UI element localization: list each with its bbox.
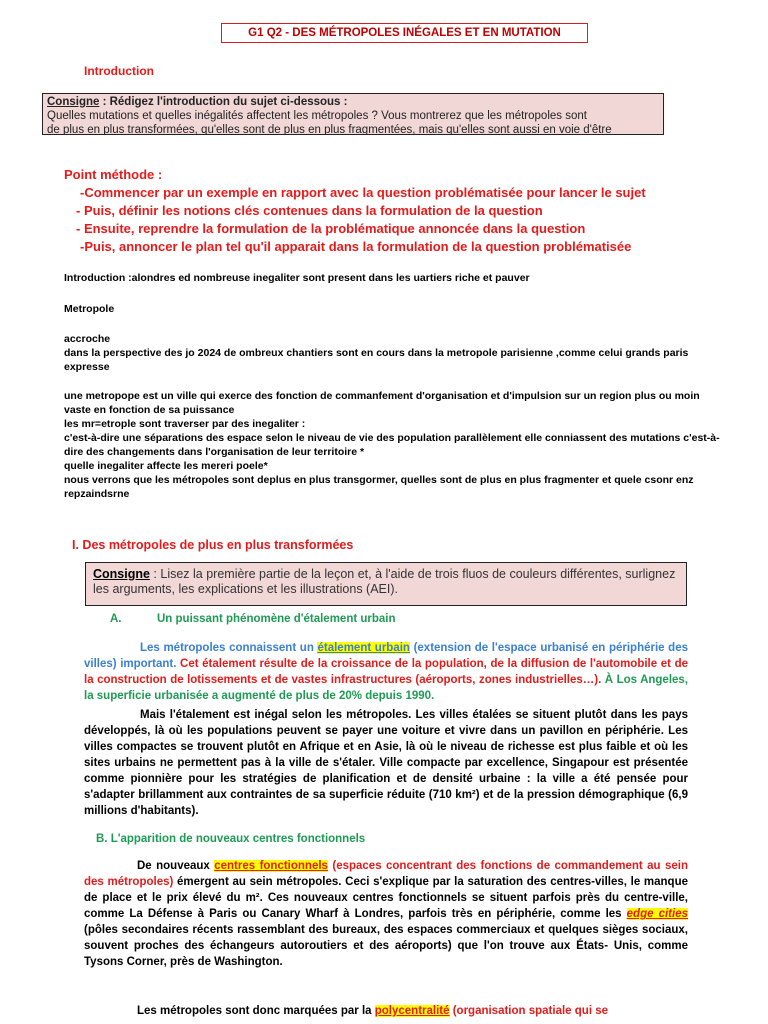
consigne-instruction: : Rédigez l'introduction du sujet ci-dessous : xyxy=(99,96,348,108)
consigne-instruction: : Lisez la première partie de la leçon et, à l'aide de trois fluos de couleurs différentes, surlignez les arguments, les explications et les illustrations (AEI). xyxy=(93,567,676,596)
method-item: - Ensuite, reprendre la formulation de la problématique annoncée dans la question xyxy=(76,221,586,236)
text-run: Cet étalement résulte de la croissance de la population, de la diffusion de l'automobile et de la construction de lotissements et de vastes infrastructures (aéroports, zones industrielles…). xyxy=(84,658,688,686)
notes-line: nous verrons que les métropoles sont deplus en plus transgormer, quelles sont de plus en plus fragmenter et quele csonr enz repzaindsrne xyxy=(64,474,694,500)
consigne-box-section-1 xyxy=(85,562,687,606)
notes-line: quelle inegaliter affecte les mereri poele* xyxy=(64,460,268,472)
notes-metropole: Metropole xyxy=(64,303,115,315)
consigne-label: Consigne xyxy=(47,96,100,108)
term-polycentralite: polycentralité xyxy=(374,1005,450,1017)
paragraph-b-2 xyxy=(84,1003,688,1019)
method-title: Point méthode : xyxy=(64,167,163,182)
paragraph-a-1 xyxy=(84,640,688,704)
text-run: (extension de l'espace urbanisé en périphérie des villes) important. xyxy=(84,642,688,670)
notes-line: c'est-à-dire une séparations des espace selon le niveau de vie des population parallèlement elle conniassent des mutations c'est-à-dire des changements dans l'organisation de leur territoire * xyxy=(64,432,720,458)
notes-definition-block xyxy=(64,389,724,501)
term-centres-fonctionnels: centres fonctionnels xyxy=(214,860,328,872)
text-run: Les métropoles connaissent un xyxy=(140,642,318,654)
consigne-question-line-1: Quelles mutations et quelles inégalités affectent les métropoles ? Vous montrerez que les métropoles sont xyxy=(47,110,587,122)
subsection-a-title: Un puissant phénomène d'étalement urbain xyxy=(157,613,396,625)
document-title: G1 Q2 - DES MÉTROPOLES INÉGALES ET EN MUTATION xyxy=(221,23,588,43)
consigne-label: Consigne xyxy=(93,567,150,581)
subsection-b-title: B. L'apparition de nouveaux centres fonctionnels xyxy=(96,833,366,845)
paragraph-b-1 xyxy=(84,858,688,970)
text-run: (pôles secondaires récents rassemblant des bureaux, des espaces commerciaux et quelques sièges sociaux, souvent proches des échangeurs autoroutiers et des aéroports) que l'on trouve aux États- Unis, comme Tysons Corner, près de Washington. xyxy=(84,924,688,968)
notes-intro-line: Introduction :alondres ed nombreuse inegaliter sont present dans les uartiers riche et pauver xyxy=(64,272,530,284)
section-1-heading: I. Des métropoles de plus en plus transformées xyxy=(72,538,354,552)
text-run: Les métropoles sont donc marquées par la xyxy=(137,1005,375,1017)
text-run: (organisation spatiale qui se xyxy=(449,1005,608,1017)
method-block xyxy=(64,166,646,256)
notes-line: les mr=etrople sont traverser par des inegaliter : xyxy=(64,418,306,430)
text-run: émergent au sein métropoles. Ceci s'explique par la saturation des centres-villes, le manque de place et le prix élevé du m². Ces nouveaux centres fonctionnels se situent parfois près du centre-ville, comme La Défense à Paris ou Canary Wharf à Londres, parfois très en périphérie, comme les xyxy=(84,876,689,920)
method-item: -Commencer par un exemple en rapport avec la question problématisée pour lancer le sujet xyxy=(80,185,646,200)
subsection-a-letter: A. xyxy=(110,613,122,625)
text-run: De nouveaux xyxy=(137,860,215,872)
notes-line: une metropope est un ville qui exerce des fonction de commanfement d'organisation et d'impulsion sur un region plus ou moin vaste en fonction de sa puissance xyxy=(64,390,700,416)
text-run: À Los Angeles, la superficie urbanisée a augmenté de plus de 20% depuis 1990. xyxy=(84,674,688,702)
term-etalement-urbain: étalement urbain xyxy=(317,642,410,654)
consigne-question-line-2: de plus en plus transformées, qu'elles sont de plus en plus fragmentées, mais qu'elles sont aussi en voie d'être xyxy=(47,124,612,135)
notes-line: dans la perspective des jo 2024 de ombreux chantiers sont en cours dans la metropole parisienne ,comme celui grands paris expresse xyxy=(64,347,689,373)
text-run: (espaces concentrant des fonctions de commandement au sein des métropoles) xyxy=(84,860,688,888)
text-run: Mais l'étalement est inégal selon les métropoles. Les villes étalées se situent plutôt dans les pays développés, là où les populations peuvent se payer une voiture et vivre dans un pavillon en périphérie. Les villes compactes se trouvent plutôt en Afrique et en Asie, là où le niveau de richesse est plus faible et où les sites urbains ne permettent pas à la ville de s'étaler. Ville compacte par excellence, Singapour est présentée comme pionnière pour les stratégies de planification et de densité urbaine : la ville a été pensée pour s'adapter brillamment aux contraintes de sa superficie réduite (710 km²) et de la pression démographique (6,9 millions d'habitants). xyxy=(84,709,688,817)
method-item: - Puis, définir les notions clés contenues dans la formulation de la question xyxy=(76,203,543,218)
consigne-box-intro xyxy=(42,93,664,135)
notes-accroche: accroche xyxy=(64,333,111,345)
paragraph-a-2 xyxy=(84,707,688,819)
term-edge-cities: edge cities xyxy=(626,908,688,920)
intro-heading: Introduction xyxy=(84,64,154,78)
method-item: -Puis, annoncer le plan tel qu'il apparait dans la formulation de la question problématisée xyxy=(80,239,632,254)
